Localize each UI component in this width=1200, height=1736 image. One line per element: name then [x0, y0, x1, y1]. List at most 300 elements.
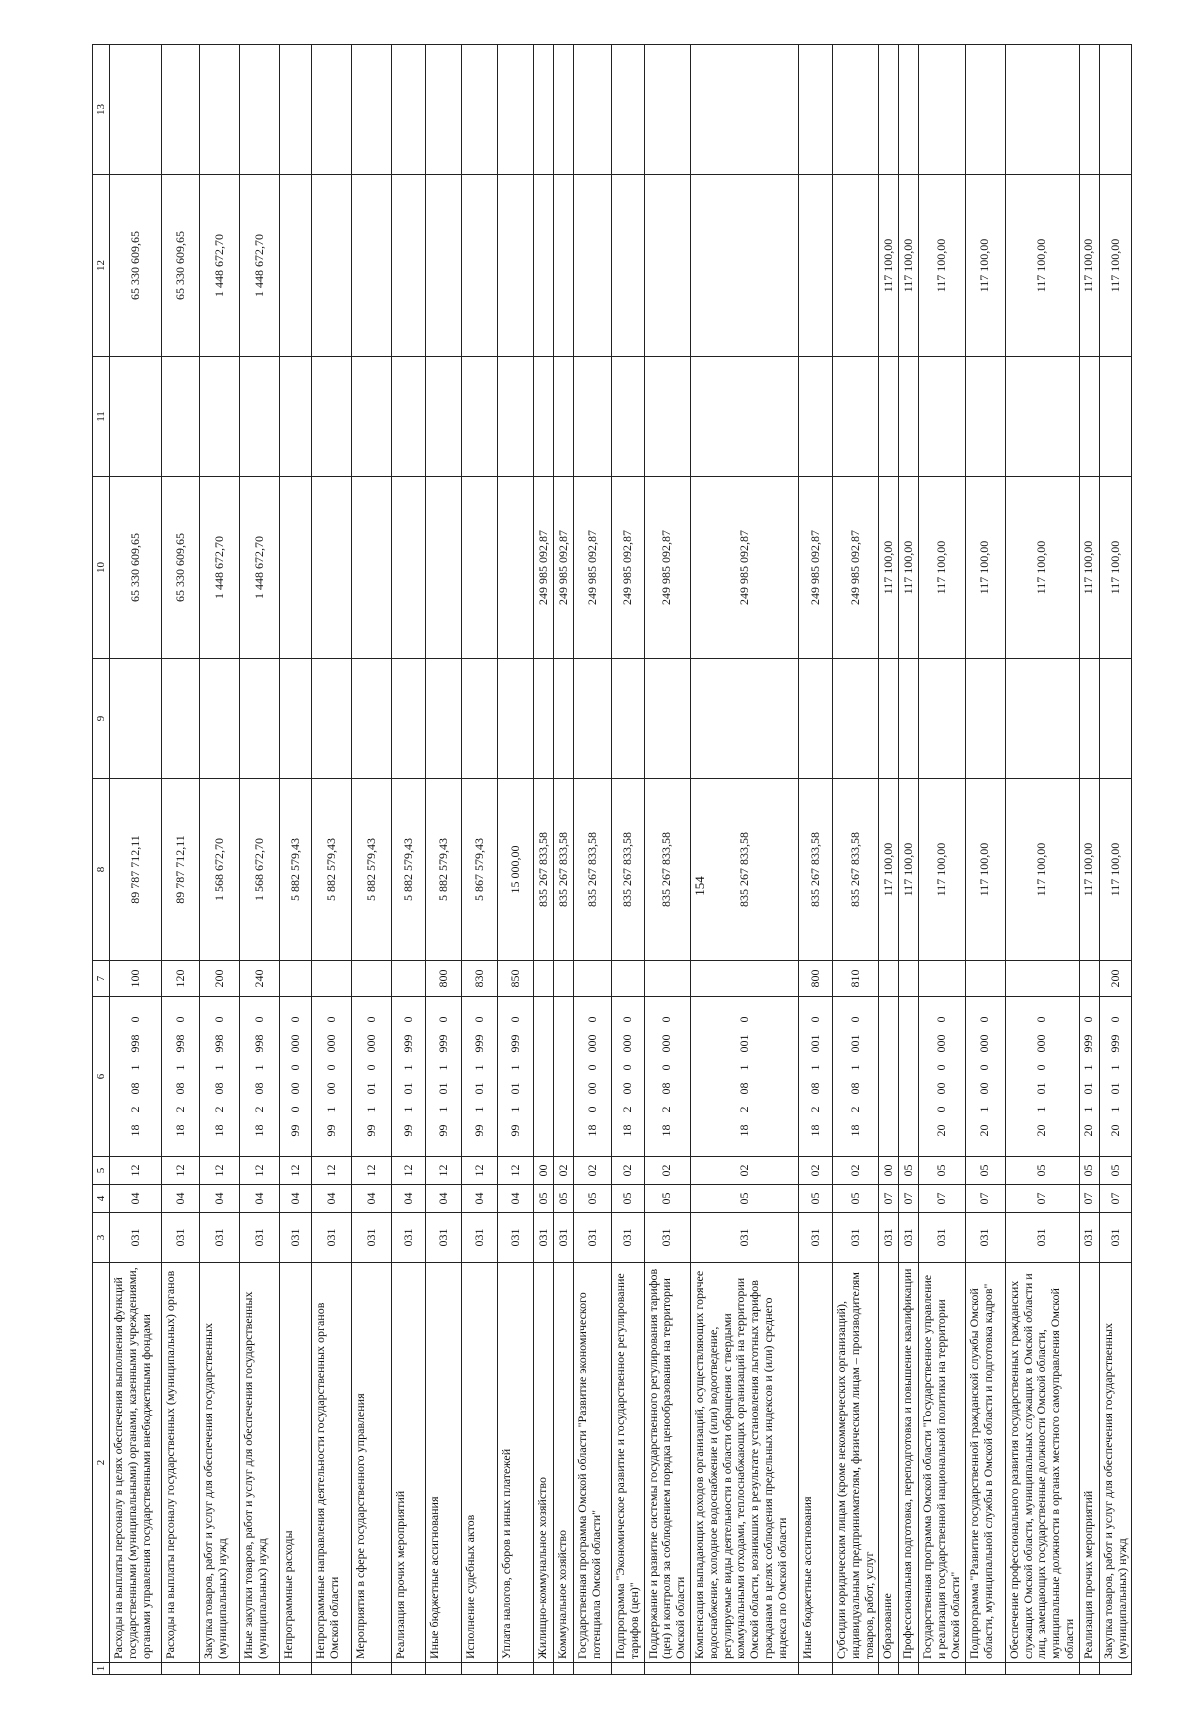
target-article-part: 0 [363, 1064, 378, 1071]
cell-amount-col9 [240, 659, 280, 779]
cell-section: 04 [498, 1185, 534, 1213]
target-article-part: 0 [323, 1016, 338, 1023]
target-article-part: 20 [934, 1124, 949, 1137]
cell-amount-col8: 89 787 712,11 [110, 779, 162, 961]
target-article-part: 0 [400, 1016, 415, 1023]
cell-amount-col10 [498, 477, 534, 659]
target-article-part: 1 [847, 1064, 862, 1071]
cell-amount-col10: 249 985 092,87 [534, 477, 554, 659]
cell-section: 07 [965, 1185, 1005, 1213]
cell-amount-col11 [644, 357, 690, 477]
cell-amount-col8: 5 882 579,43 [312, 779, 352, 961]
cell-admin-code: 031 [392, 1213, 426, 1263]
cell-section: 07 [1005, 1185, 1079, 1213]
target-article-part: 0 [807, 1016, 822, 1023]
cell-col1 [426, 1663, 462, 1675]
cell-amount-col11 [798, 357, 832, 477]
cell-amount-col9 [392, 659, 426, 779]
cell-admin-code: 031 [352, 1213, 392, 1263]
table-row [899, 45, 919, 1675]
table-row [644, 45, 690, 1675]
target-article-part: 0 [287, 1064, 302, 1071]
target-article-part: 1 [507, 1064, 522, 1071]
cell-col1 [965, 1663, 1005, 1675]
target-article-part: 0 [659, 1016, 674, 1023]
target-article-part: 998 [251, 1034, 266, 1053]
cell-amount-col13 [352, 45, 392, 175]
cell-col1 [110, 1663, 162, 1675]
target-article-part: 20 [1107, 1124, 1122, 1137]
target-article-part: 08 [659, 1082, 674, 1095]
cell-name: Уплата налогов, сборов и иных платежей [498, 1263, 534, 1663]
target-article-part: 99 [287, 1124, 302, 1137]
cell-section: 05 [612, 1185, 645, 1213]
cell-amount-col12 [574, 175, 612, 357]
cell-amount-col8: 1 568 672,70 [200, 779, 240, 961]
target-article-part: 0 [619, 1064, 634, 1071]
cell-col1 [899, 1663, 919, 1675]
cell-amount-col9 [426, 659, 462, 779]
cell-amount-col9 [498, 659, 534, 779]
target-article-part: 1 [977, 1106, 992, 1113]
cell-amount-col9 [832, 659, 878, 779]
table-row [162, 45, 200, 1675]
target-article-part: 99 [471, 1124, 486, 1137]
cell-amount-col9 [1099, 659, 1132, 779]
target-article-part: 18 [659, 1124, 674, 1137]
table-row [879, 45, 899, 1675]
cell-amount-col11 [1079, 357, 1099, 477]
cell-subsection: 12 [498, 1157, 534, 1185]
target-article-part: 1 [507, 1106, 522, 1113]
cell-amount-col10: 117 100,00 [899, 477, 919, 659]
target-article-part: 18 [211, 1124, 226, 1137]
cell-amount-col13 [919, 45, 965, 175]
cell-subsection: 12 [200, 1157, 240, 1185]
cell-subsection: 12 [462, 1157, 498, 1185]
target-article-part: 0 [1081, 1016, 1096, 1023]
cell-amount-col11 [162, 357, 200, 477]
cell-amount-col10 [280, 477, 312, 659]
cell-name: Поддержание и развитие системы государственного регулирования тарифов (цен) и контроля за соблюдением порядка ценообразования на территории Омской области [644, 1263, 690, 1663]
cell-amount-col13 [690, 45, 798, 175]
cell-amount-col12: 65 330 609,65 [162, 175, 200, 357]
target-article-part: 01 [400, 1082, 415, 1095]
cell-target-article [612, 997, 645, 1157]
target-article-part: 18 [127, 1124, 142, 1137]
cell-name: Непрограммные направления деятельности государственных органов Омской области [312, 1263, 352, 1663]
cell-target-article [832, 997, 878, 1157]
cell-amount-col13 [612, 45, 645, 175]
cell-amount-col8: 117 100,00 [1099, 779, 1132, 961]
cell-target-article [312, 997, 352, 1157]
target-article-part: 08 [736, 1082, 751, 1095]
target-article-part: 18 [251, 1124, 266, 1137]
cell-subsection: 05 [1099, 1157, 1132, 1185]
target-article-part: 0 [127, 1016, 142, 1023]
target-article-part: 0 [287, 1106, 302, 1113]
cell-target-article [1079, 997, 1099, 1157]
target-article-part: 2 [807, 1106, 822, 1113]
cell-amount-col9 [690, 659, 798, 779]
cell-name: Коммунальное хозяйство [554, 1263, 574, 1663]
cell-amount-col8: 89 787 712,11 [162, 779, 200, 961]
cell-admin-code: 031 [554, 1213, 574, 1263]
cell-target-article [498, 997, 534, 1157]
table-row [690, 45, 798, 1675]
table-row [798, 45, 832, 1675]
target-article-part: 0 [584, 1016, 599, 1023]
cell-amount-col10: 1 448 672,70 [200, 477, 240, 659]
cell-admin-code: 031 [879, 1213, 899, 1263]
cell-amount-col8: 117 100,00 [1079, 779, 1099, 961]
cell-expense-type [312, 961, 352, 997]
cell-admin-code: 031 [899, 1213, 919, 1263]
target-article-part: 18 [847, 1124, 862, 1137]
cell-amount-col13 [798, 45, 832, 175]
cell-admin-code: 031 [965, 1213, 1005, 1263]
target-article-part: 000 [287, 1034, 302, 1053]
cell-amount-col13 [240, 45, 280, 175]
target-article-part: 999 [471, 1034, 486, 1053]
cell-subsection: 05 [1005, 1157, 1079, 1185]
cell-amount-col11 [919, 357, 965, 477]
cell-expense-type: 810 [832, 961, 878, 997]
target-article-part: 1 [323, 1106, 338, 1113]
target-article-part: 0 [659, 1064, 674, 1071]
cell-amount-col8: 117 100,00 [919, 779, 965, 961]
table-row [1005, 45, 1079, 1675]
target-article-part: 18 [172, 1124, 187, 1137]
cell-name: Иные бюджетные ассигнования [426, 1263, 462, 1663]
cell-name: Субсидии юридическим лицам (кроме некоммерческих организаций), индивидуальным предпринимателям, физическим лицам – производителям товаров, работ, услуг [832, 1263, 878, 1663]
cell-target-article [392, 997, 426, 1157]
cell-amount-col9 [554, 659, 574, 779]
col-header: 10 [93, 477, 110, 659]
cell-amount-col13 [162, 45, 200, 175]
cell-amount-col11 [534, 357, 554, 477]
cell-col1 [798, 1663, 832, 1675]
cell-amount-col8: 5 867 579,43 [462, 779, 498, 961]
col-header: 6 [93, 997, 110, 1157]
target-article-part: 999 [1107, 1034, 1122, 1053]
cell-amount-col10 [462, 477, 498, 659]
cell-section: 07 [1079, 1185, 1099, 1213]
cell-amount-col12 [832, 175, 878, 357]
cell-amount-col10: 249 985 092,87 [644, 477, 690, 659]
cell-name: Жилищно-коммунальное хозяйство [534, 1263, 554, 1663]
cell-name: Иные бюджетные ассигнования [798, 1263, 832, 1663]
target-article-part: 1 [400, 1106, 415, 1113]
target-article-part: 08 [847, 1082, 862, 1095]
target-article-part: 01 [1107, 1082, 1122, 1095]
table-row [965, 45, 1005, 1675]
cell-subsection: 12 [352, 1157, 392, 1185]
cell-expense-type: 240 [240, 961, 280, 997]
target-article-part: 2 [251, 1106, 266, 1113]
cell-amount-col10: 117 100,00 [965, 477, 1005, 659]
target-article-part: 2 [127, 1106, 142, 1113]
target-article-part: 998 [211, 1034, 226, 1053]
cell-amount-col11 [352, 357, 392, 477]
target-article-part: 1 [1081, 1106, 1096, 1113]
table-row [554, 45, 574, 1675]
cell-expense-type: 200 [200, 961, 240, 997]
cell-amount-col12: 117 100,00 [1099, 175, 1132, 357]
cell-admin-code: 031 [919, 1213, 965, 1263]
target-article-part: 01 [1034, 1082, 1049, 1095]
cell-amount-col8: 835 267 833,58 [690, 779, 798, 961]
table-row [534, 45, 554, 1675]
cell-expense-type [352, 961, 392, 997]
cell-target-article [426, 997, 462, 1157]
cell-amount-col11 [690, 357, 798, 477]
target-article-part: 0 [172, 1016, 187, 1023]
cell-expense-type: 850 [498, 961, 534, 997]
target-article-part: 01 [435, 1082, 450, 1095]
cell-amount-col13 [965, 45, 1005, 175]
cell-amount-col12 [392, 175, 426, 357]
target-article-part: 1 [127, 1064, 142, 1071]
cell-amount-col8: 835 267 833,58 [612, 779, 645, 961]
table-row [1079, 45, 1099, 1675]
col-header: 13 [93, 45, 110, 175]
cell-expense-type [899, 961, 919, 997]
cell-admin-code: 031 [498, 1213, 534, 1263]
target-article-part: 01 [507, 1082, 522, 1095]
cell-amount-col8: 117 100,00 [1005, 779, 1079, 961]
page-number: 154 [691, 876, 707, 896]
cell-amount-col11 [498, 357, 534, 477]
cell-amount-col13 [534, 45, 554, 175]
target-article-part: 0 [934, 1064, 949, 1071]
cell-expense-type: 830 [462, 961, 498, 997]
cell-amount-col13 [644, 45, 690, 175]
target-article-part: 1 [471, 1064, 486, 1071]
table-row [280, 45, 312, 1675]
cell-col1 [554, 1663, 574, 1675]
cell-amount-col10: 249 985 092,87 [554, 477, 574, 659]
cell-name: Обеспечение профессионального развития государственных гражданских служащих Омской области, муниципальных служащих в Омской области и лиц, замещающих государственные должности Омской области, муниципальные должности в органах местного самоуправления Омской области [1005, 1263, 1079, 1663]
target-article-part: 000 [323, 1034, 338, 1053]
target-article-part: 000 [934, 1034, 949, 1053]
cell-amount-col11 [1005, 357, 1079, 477]
table-row [498, 45, 534, 1675]
target-article-part: 1 [1081, 1064, 1096, 1071]
cell-amount-col10: 117 100,00 [1079, 477, 1099, 659]
cell-amount-col10 [426, 477, 462, 659]
target-article-part: 00 [584, 1082, 599, 1095]
target-article-part: 2 [659, 1106, 674, 1113]
target-article-part: 0 [287, 1016, 302, 1023]
cell-section: 07 [899, 1185, 919, 1213]
cell-name: Расходы на выплаты персоналу в целях обеспечения выполнения функций государственными (муниципальными) органами, казенными учреждениями, органами управления государственными внебюджетными фондами [110, 1263, 162, 1663]
target-article-part: 000 [659, 1034, 674, 1053]
target-article-part: 000 [363, 1034, 378, 1053]
target-article-part: 000 [977, 1034, 992, 1053]
cell-amount-col10: 65 330 609,65 [110, 477, 162, 659]
cell-section: 07 [919, 1185, 965, 1213]
target-article-part: 1 [1034, 1106, 1049, 1113]
cell-admin-code: 031 [426, 1213, 462, 1263]
cell-amount-col11 [462, 357, 498, 477]
cell-admin-code: 031 [612, 1213, 645, 1263]
cell-amount-col9 [162, 659, 200, 779]
table-row [110, 45, 162, 1675]
cell-amount-col10 [312, 477, 352, 659]
cell-expense-type [392, 961, 426, 997]
target-article-part: 00 [287, 1082, 302, 1095]
cell-subsection: 00 [534, 1157, 554, 1185]
cell-amount-col10: 65 330 609,65 [162, 477, 200, 659]
cell-section: 05 [798, 1185, 832, 1213]
cell-amount-col9 [462, 659, 498, 779]
cell-amount-col13 [1099, 45, 1132, 175]
cell-col1 [919, 1663, 965, 1675]
target-article-part: 0 [1034, 1016, 1049, 1023]
cell-admin-code: 031 [534, 1213, 554, 1263]
cell-subsection: 12 [110, 1157, 162, 1185]
target-article-part: 1 [435, 1064, 450, 1071]
cell-section: 07 [1099, 1185, 1132, 1213]
cell-amount-col12: 117 100,00 [919, 175, 965, 357]
cell-amount-col13 [200, 45, 240, 175]
cell-amount-col10: 249 985 092,87 [574, 477, 612, 659]
target-article-part: 1 [736, 1064, 751, 1071]
cell-amount-col10: 117 100,00 [1099, 477, 1132, 659]
cell-amount-col13 [280, 45, 312, 175]
table-row [574, 45, 612, 1675]
cell-amount-col12: 117 100,00 [965, 175, 1005, 357]
cell-amount-col9 [965, 659, 1005, 779]
cell-expense-type [574, 961, 612, 997]
cell-admin-code: 031 [280, 1213, 312, 1263]
cell-name: Государственная программа Омской области "Развитие экономического потенциала Омской области" [574, 1263, 612, 1663]
cell-target-article [879, 997, 899, 1157]
cell-name: Мероприятия в сфере государственного управления [352, 1263, 392, 1663]
cell-amount-col11 [899, 357, 919, 477]
table-row [832, 45, 878, 1675]
cell-col1 [574, 1663, 612, 1675]
cell-subsection: 02 [574, 1157, 612, 1185]
cell-name: Государственная программа Омской области "Государственное управление и реализация государственной национальной политики на территории Омской области" [919, 1263, 965, 1663]
cell-admin-code: 031 [162, 1213, 200, 1263]
cell-amount-col13 [574, 45, 612, 175]
cell-amount-col9 [534, 659, 554, 779]
target-article-part: 998 [172, 1034, 187, 1053]
target-article-part: 2 [736, 1106, 751, 1113]
cell-amount-col12: 117 100,00 [1079, 175, 1099, 357]
cell-name: Профессиональная подготовка, переподготовка и повышение квалификации [899, 1263, 919, 1663]
cell-expense-type: 200 [1099, 961, 1132, 997]
cell-admin-code: 031 [462, 1213, 498, 1263]
cell-amount-col10: 249 985 092,87 [832, 477, 878, 659]
cell-target-article [644, 997, 690, 1157]
cell-expense-type [534, 961, 554, 997]
cell-amount-col13 [1079, 45, 1099, 175]
target-article-part: 2 [619, 1106, 634, 1113]
cell-amount-col11 [240, 357, 280, 477]
cell-section: 04 [110, 1185, 162, 1213]
target-article-part: 1 [1107, 1064, 1122, 1071]
cell-admin-code: 031 [574, 1213, 612, 1263]
cell-subsection: 12 [312, 1157, 352, 1185]
target-article-part: 1 [211, 1064, 226, 1071]
cell-amount-col10: 117 100,00 [879, 477, 899, 659]
cell-section: 04 [462, 1185, 498, 1213]
cell-amount-col11 [574, 357, 612, 477]
target-article-part: 0 [1107, 1016, 1122, 1023]
cell-col1 [612, 1663, 645, 1675]
target-article-part: 18 [619, 1124, 634, 1137]
table-row [426, 45, 462, 1675]
cell-col1 [312, 1663, 352, 1675]
target-article-part: 20 [977, 1124, 992, 1137]
col-header: 11 [93, 357, 110, 477]
cell-amount-col8: 835 267 833,58 [832, 779, 878, 961]
cell-amount-col11 [392, 357, 426, 477]
cell-subsection: 12 [240, 1157, 280, 1185]
table-row [312, 45, 352, 1675]
cell-amount-col13 [554, 45, 574, 175]
target-article-part: 0 [1034, 1064, 1049, 1071]
cell-amount-col13 [879, 45, 899, 175]
target-article-part: 999 [507, 1034, 522, 1053]
target-article-part: 0 [934, 1106, 949, 1113]
cell-expense-type [879, 961, 899, 997]
cell-subsection: 02 [644, 1157, 690, 1185]
cell-subsection: 05 [919, 1157, 965, 1185]
cell-amount-col12 [352, 175, 392, 357]
cell-admin-code: 031 [1099, 1213, 1132, 1263]
target-article-part: 08 [251, 1082, 266, 1095]
target-article-part: 1 [251, 1064, 266, 1071]
target-article-part: 08 [807, 1082, 822, 1095]
cell-admin-code: 031 [1005, 1213, 1079, 1263]
target-article-part: 00 [323, 1082, 338, 1095]
cell-name: Закупка товаров, работ и услуг для обеспечения государственных (муниципальных) нужд [1099, 1263, 1132, 1663]
cell-amount-col10: 249 985 092,87 [612, 477, 645, 659]
cell-amount-col12 [644, 175, 690, 357]
target-article-part: 18 [584, 1124, 599, 1137]
target-article-part: 0 [363, 1016, 378, 1023]
target-article-part: 001 [807, 1034, 822, 1053]
cell-subsection: 02 [832, 1157, 878, 1185]
target-article-part: 0 [323, 1064, 338, 1071]
col-header: 4 [93, 1185, 110, 1213]
cell-admin-code: 031 [798, 1213, 832, 1263]
target-article-part: 0 [977, 1064, 992, 1071]
target-article-part: 2 [172, 1106, 187, 1113]
target-article-part: 998 [127, 1034, 142, 1053]
target-article-part: 0 [251, 1016, 266, 1023]
cell-admin-code: 031 [690, 1213, 798, 1263]
cell-amount-col12 [612, 175, 645, 357]
cell-target-article [690, 997, 798, 1157]
cell-expense-type: 120 [162, 961, 200, 997]
cell-expense-type: 800 [798, 961, 832, 997]
cell-amount-col12 [534, 175, 554, 357]
cell-name: Подпрограмма "Развитие государственной гражданской службы Омской области, муниципальной службы в Омской области и подготовка кадров" [965, 1263, 1005, 1663]
cell-section: 05 [690, 1185, 798, 1213]
target-article-part: 1 [172, 1064, 187, 1071]
target-article-part: 1 [807, 1064, 822, 1071]
cell-amount-col9 [1079, 659, 1099, 779]
cell-subsection: 02 [612, 1157, 645, 1185]
cell-amount-col11 [110, 357, 162, 477]
table-row [1099, 45, 1132, 1675]
target-article-part: 999 [1081, 1034, 1096, 1053]
